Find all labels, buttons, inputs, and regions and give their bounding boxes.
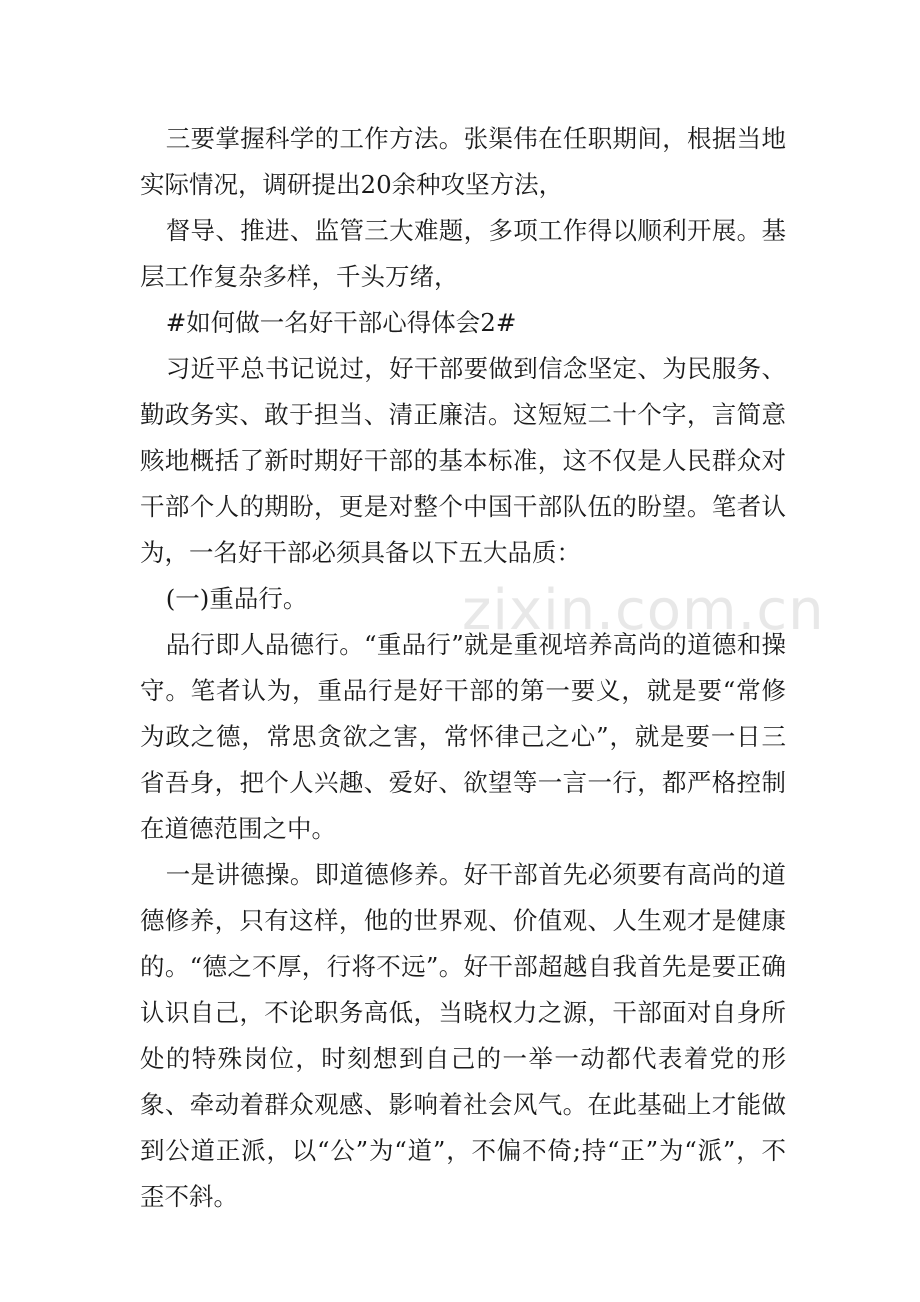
- paragraph-methods: 三要掌握科学的工作方法。张渠伟在任职期间，根据当地实际情况，调研提出20余种攻坚方法，: [140, 124, 786, 199]
- document-body: [140, 116, 786, 1220]
- paragraph-standards: 习近平总书记说过，好干部要做到信念坚定、为民服务、勤政务实、敢于担当、清正廉洁。这短短二十个字，言简意赅地概括了新时期好干部的基本标准，这不仅是人民群众对干部个人的期盼，更是对整个中国干部队伍的盼望。笔者认为，一名好干部必须具备以下五大品质：: [140, 354, 786, 567]
- paragraph-morality: 一是讲德操。即道德修养。好干部首先必须要有高尚的道德修养，只有这样，他的世界观、价值观、人生观才是健康的。“德之不厚，行将不远”。好干部超越自我首先是要正确认识自己，不论职务高低，当晓权力之源，干部面对自身所处的特殊岗位，时刻想到自己的一举一动都代表着党的形象、牵动着群众观感、影响着社会风气。在此基础上才能做到公道正派，以“公”为“道”，不偏不倚;持“正”为“派”，不歪不斜。: [140, 860, 786, 1211]
- paragraph-supervision: 督导、推进、监管三大难题，多项工作得以顺利开展。基层工作复杂多样，千头万绪，: [140, 216, 786, 291]
- section-heading: #如何做一名好干部心得体会2#: [165, 308, 517, 337]
- paragraph-character: 品行即人品德行。“重品行”就是重视培养高尚的道德和操守。笔者认为，重品行是好干部的第一要义，就是要“常修为政之德，常思贪欲之害，常怀律己之心”，就是要一日三省吾身，把个人兴趣、爱好、欲望等一言一行，都严格控制在道德范围之中。: [140, 630, 786, 843]
- watermark: zixin.com.cn: [462, 578, 825, 643]
- subheading-character: (一)重品行。: [165, 584, 308, 613]
